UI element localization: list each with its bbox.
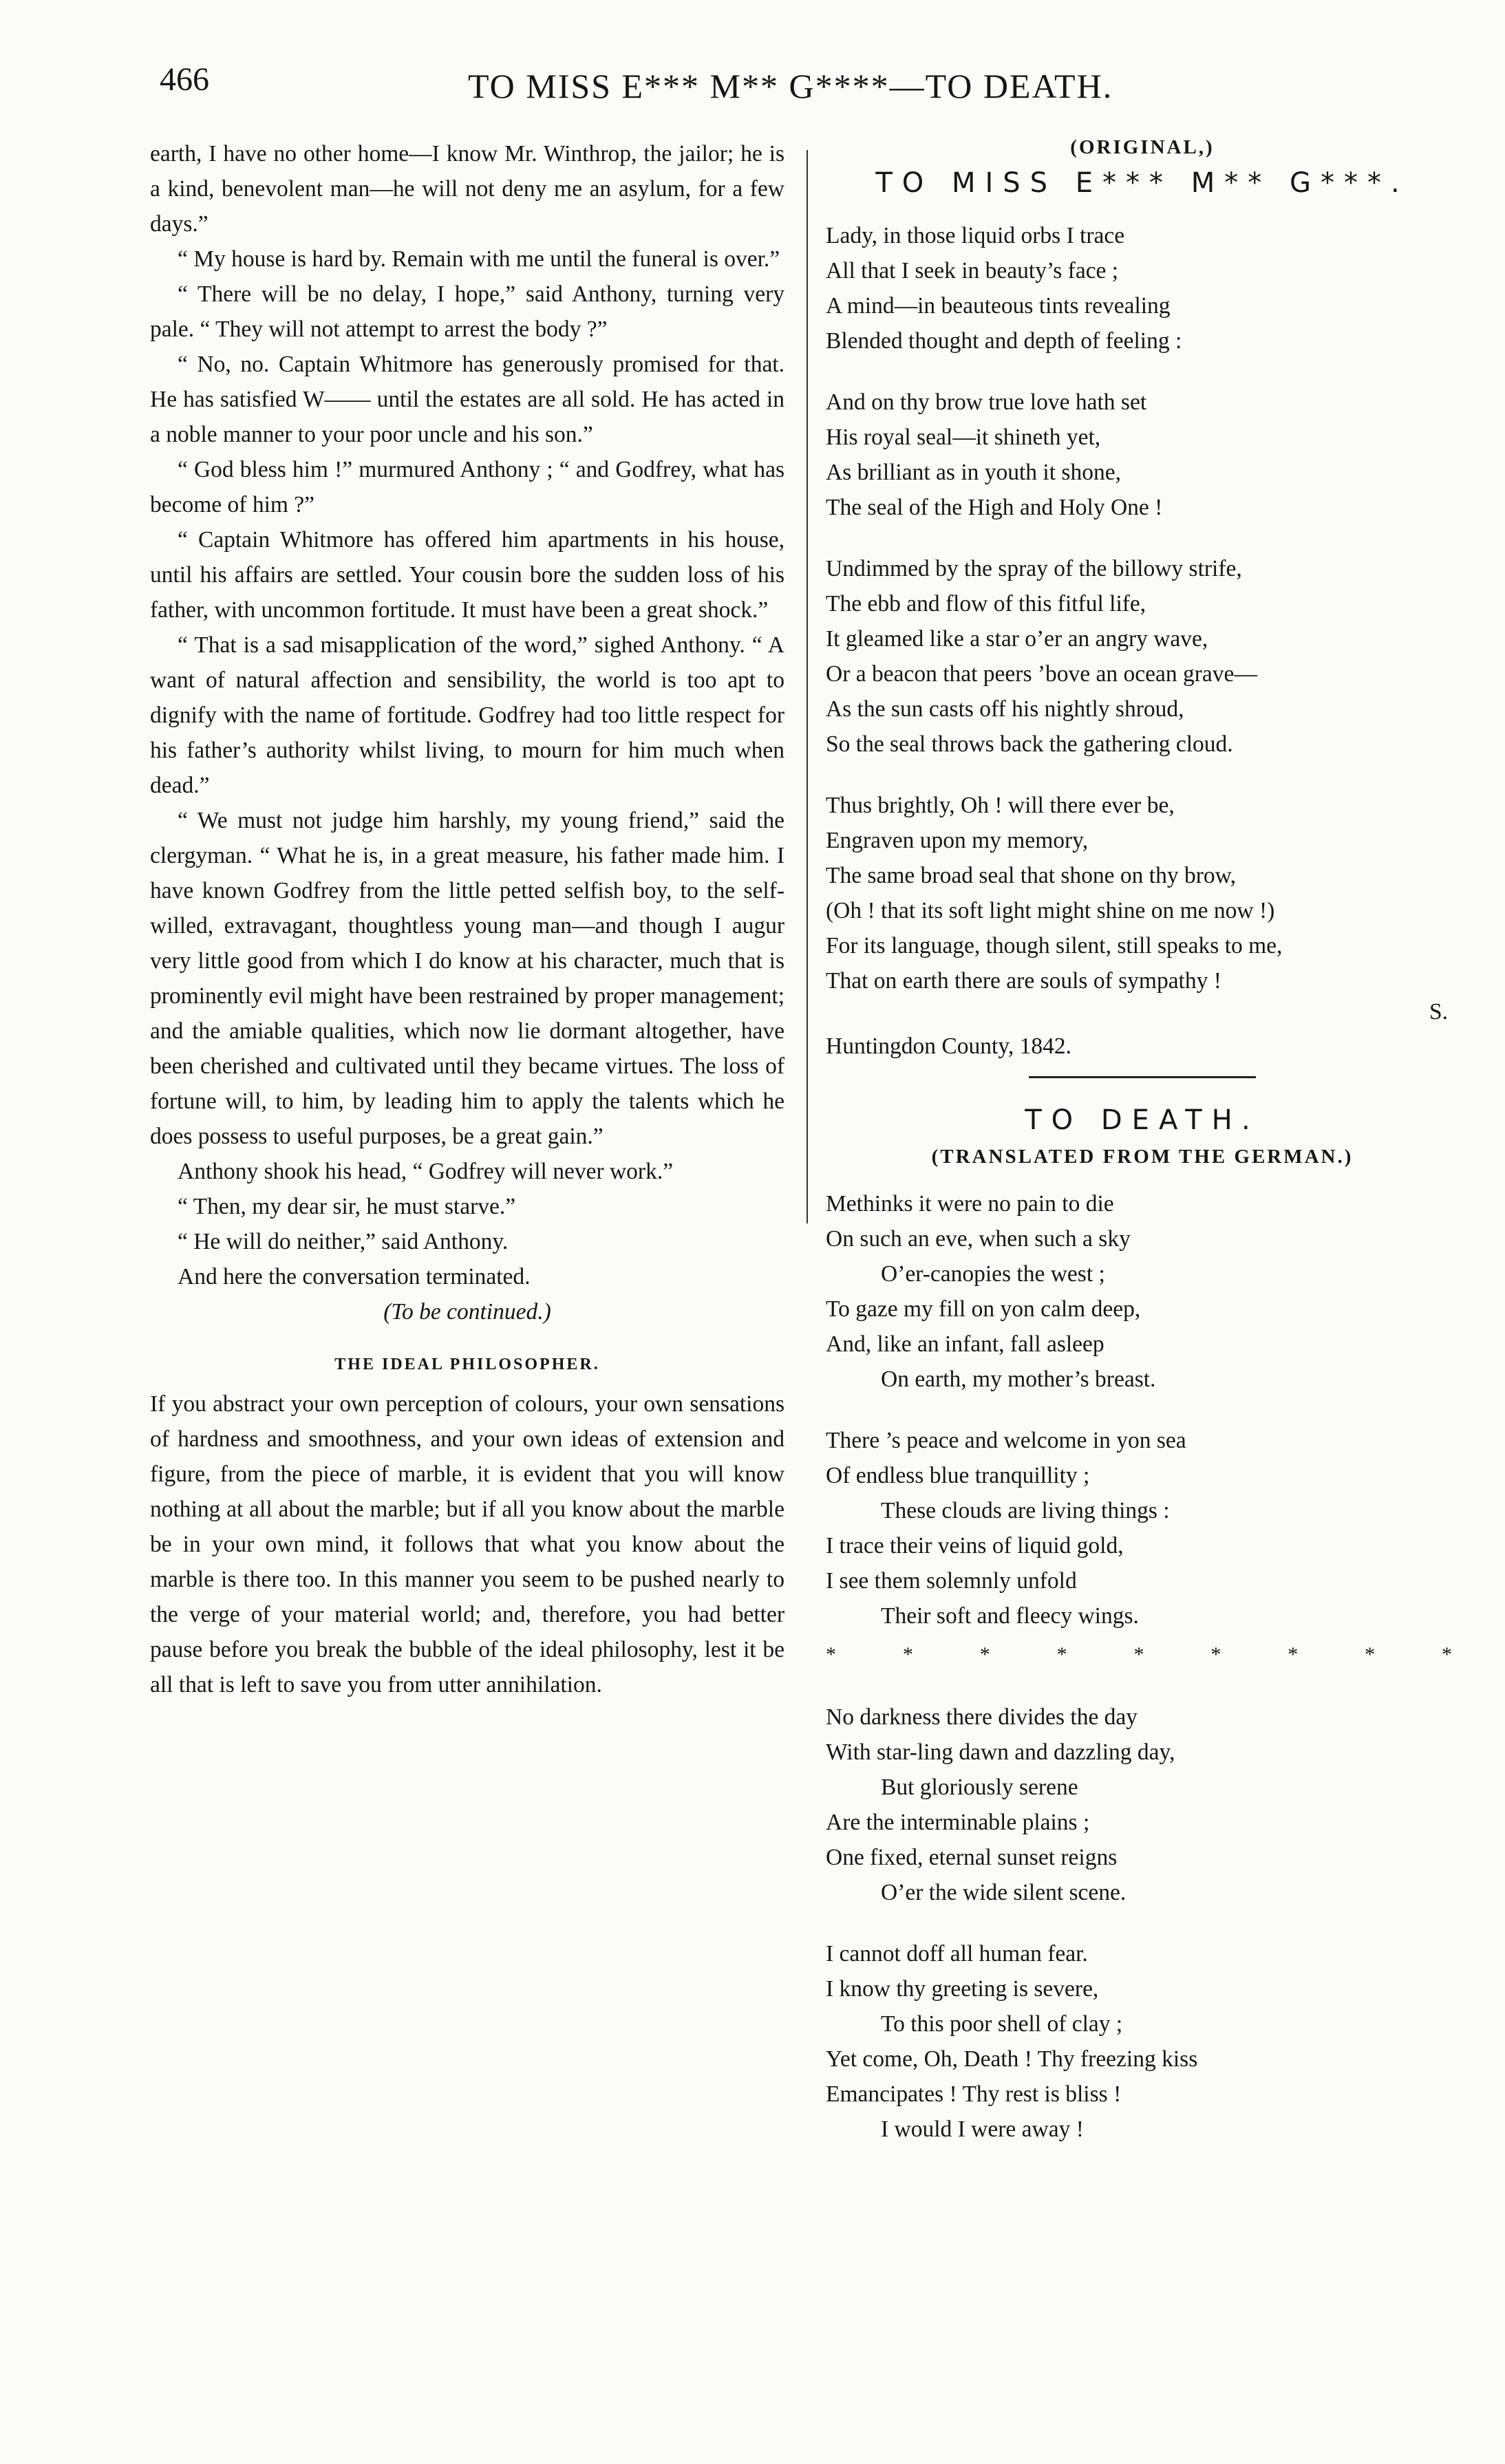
right-column	[826, 136, 1459, 2147]
story-paragraph: Anthony shook his head, “ Godfrey will never work.”	[178, 1159, 674, 1184]
story-paragraph: And here the conversation terminated.	[178, 1264, 531, 1289]
poem2-stanza	[826, 1936, 1459, 2147]
poem-line: But gloriously serene	[881, 1775, 1078, 1800]
poem-line: That on earth there are souls of sympathy !	[826, 968, 1221, 994]
story-paragraph: “ We must not judge him harshly, my young friend,” said the clergyman. “ What he is, in a great measure, his father made him. I have known Godfrey from the little petted selfish boy, to the self-willed, extravagant, thoughtless young man—and though I augur very little good from which I do know at his character, much that is prominently evil might have been restrained by proper management; and the amiable qualities, which now lie dormant altogether, have been cherished and cultivated until they became virtues. The loss of fortune will, to him, by leading him to apply the talents which he does possess to useful purposes, be a great gain.”	[150, 808, 784, 1149]
poem2-stanza	[826, 1186, 1459, 1397]
poem-line: On such an eve, when such a sky	[826, 1226, 1131, 1252]
story-paragraph: “ He will do neither,” said Anthony.	[178, 1229, 509, 1254]
poem-line: Yet come, Oh, Death ! Thy freezing kiss	[826, 2046, 1198, 2072]
poem1-place-date: Huntingdon County, 1842.	[826, 1033, 1072, 1059]
poem-line: I would I were away !	[881, 2117, 1084, 2142]
separator-star: *	[1210, 1643, 1221, 1666]
to-be-continued: (To be continued.)	[383, 1299, 551, 1325]
poem-line: No darkness there divides the day	[826, 1704, 1138, 1730]
poem-line: The ebb and flow of this fitful life,	[826, 591, 1146, 617]
poem-line: One fixed, eternal sunset reigns	[826, 1845, 1118, 1870]
poem-line: Engraven upon my memory,	[826, 828, 1089, 853]
separator-star: *	[1442, 1643, 1452, 1666]
poem2-stanza	[826, 1423, 1459, 1633]
poem-line: To this poor shell of clay ;	[881, 2011, 1123, 2037]
poem-line: I see them solemnly unfold	[826, 1568, 1077, 1594]
separator-star: *	[1133, 1643, 1144, 1666]
separator-star: *	[902, 1643, 913, 1666]
poem-line: It gleamed like a star o’er an angry wave,	[826, 626, 1208, 652]
poem-line: His royal seal—it shineth yet,	[826, 425, 1101, 450]
poem-line: All that I seek in beauty’s face ;	[826, 258, 1119, 283]
story-paragraph: “ No, no. Captain Whitmore has generously promised for that. He has satisfied W—— until the estates are all sold. He has acted in a noble manner to your poor uncle and his son.”	[150, 352, 784, 447]
column-divider	[807, 150, 808, 1223]
poem-line: For its language, though silent, still speaks to me,	[826, 933, 1283, 958]
poem2-stanza	[826, 1700, 1459, 1910]
poem1-signature: S.	[1429, 999, 1448, 1025]
section-rule	[1029, 1076, 1256, 1078]
poem1-stanza	[826, 218, 1459, 358]
poem-line: Thus brightly, Oh ! will there ever be,	[826, 793, 1175, 818]
poem-line: Of endless blue tranquillity ;	[826, 1463, 1090, 1488]
separator-star: *	[1288, 1643, 1299, 1666]
poem-line: There ’s peace and welcome in yon sea	[826, 1428, 1186, 1453]
poem-line: The seal of the High and Holy One !	[826, 495, 1163, 520]
poem-line: Methinks it were no pain to die	[826, 1191, 1114, 1217]
poem-line: Emancipates ! Thy rest is bliss !	[826, 2081, 1122, 2107]
poem-line: So the seal throws back the gathering cloud.	[826, 731, 1233, 757]
poem2-note: (TRANSLATED FROM THE GERMAN.)	[931, 1146, 1354, 1168]
essay-title: THE IDEAL PHILOSOPHER.	[334, 1356, 600, 1373]
poem-line: And on thy brow true love hath set	[826, 389, 1147, 415]
story-continuation	[150, 136, 784, 1329]
story-paragraph: “ My house is hard by. Remain with me until the funeral is over.”	[178, 246, 780, 272]
poem-line: Blended thought and depth of feeling :	[826, 328, 1182, 354]
poem-line: And, like an infant, fall asleep	[826, 1331, 1104, 1357]
poem-line: Their soft and fleecy wings.	[881, 1603, 1139, 1629]
left-column	[150, 136, 784, 1702]
story-paragraph: “ There will be no delay, I hope,” said Anthony, turning very pale. “ They will not attempt to arrest the body ?”	[150, 281, 784, 342]
story-paragraph: “ Then, my dear sir, he must starve.”	[178, 1194, 516, 1219]
poem1-note: (ORIGINAL,)	[1070, 136, 1215, 158]
poem2-title: TO DEATH.	[1025, 1104, 1260, 1136]
poem-line: To gaze my fill on yon calm deep,	[826, 1296, 1141, 1322]
story-paragraph: “ That is a sad misapplication of the word,” sighed Anthony. “ A want of natural affection and sensibility, the world is too apt to dignify with the name of fortitude. Godfrey had too little respect for his father’s authority whilst living, to mourn for him much when dead.”	[150, 632, 784, 798]
poem-line: Lady, in those liquid orbs I trace	[826, 223, 1125, 248]
poem-line: I trace their veins of liquid gold,	[826, 1533, 1124, 1558]
poem-line: O’er the wide silent scene.	[881, 1880, 1127, 1905]
story-paragraph: “ God bless him !” murmured Anthony ; “ and Godfrey, what has become of him ?”	[150, 457, 784, 517]
poem-line: Undimmed by the spray of the billowy strife,	[826, 556, 1242, 581]
poem-line: These clouds are living things :	[881, 1498, 1170, 1523]
poem-line: O’er-canopies the west ;	[881, 1261, 1105, 1287]
poem-line: As brilliant as in youth it shone,	[826, 460, 1121, 485]
separator-star: *	[826, 1643, 836, 1666]
poem-line: The same broad seal that shone on thy brow,	[826, 863, 1237, 888]
poem1	[826, 218, 1459, 1064]
poem2	[826, 1186, 1459, 2147]
running-title: TO MISS E*** M** G****—TO DEATH.	[468, 67, 1113, 105]
poem-line: Are the interminable plains ;	[826, 1810, 1090, 1835]
poem1-stanza	[826, 551, 1459, 762]
separator-star: *	[1056, 1643, 1067, 1666]
star-separator	[826, 1643, 1459, 1667]
poem-line: On earth, my mother’s breast.	[881, 1367, 1156, 1392]
poem1-stanza	[826, 385, 1459, 525]
poem-line: With star-ling dawn and dazzling day,	[826, 1739, 1175, 1765]
separator-star: *	[979, 1643, 990, 1666]
poem-line: I know thy greeting is severe,	[826, 1976, 1099, 2002]
poem-line: A mind—in beauteous tints revealing	[826, 293, 1171, 319]
essay-text: If you abstract your own perception of colours, your own sensations of hardness and smoothness, and your own ideas of extension and figure, from the piece of marble, it is evident that you will know nothing at all about the marble; but if all you know about the marble be in your own mind, it follows that what you know about the marble is there too. In this manner you seem to be pushed nearly to the verge of your material world; and, therefore, you had better pause before you break the bubble of the ideal philosophy, lest it be all that is left to save you from utter annihilation.	[150, 1391, 784, 1697]
page-number: 466	[160, 61, 209, 98]
poem1-stanza	[826, 788, 1459, 998]
poem-line: I cannot doff all human fear.	[826, 1941, 1088, 1967]
story-paragraph: earth, I have no other home—I know Mr. Winthrop, the jailor; he is a kind, benevolent man—he will not deny me an asylum, for a few days.”	[150, 141, 784, 237]
poem-line: (Oh ! that its soft light might shine on me now !)	[826, 898, 1275, 923]
story-paragraph: “ Captain Whitmore has offered him apartments in his house, until his affairs are settled. Your cousin bore the sudden loss of his father, with uncommon fortitude. It must have been a great shock.”	[150, 527, 784, 623]
poem-line: As the sun casts off his nightly shroud,	[826, 696, 1184, 722]
poem1-title: TO MISS E*** M** G***.	[875, 167, 1409, 199]
separator-star: *	[1365, 1643, 1376, 1666]
poem-line: Or a beacon that peers ’bove an ocean grave—	[826, 661, 1257, 687]
